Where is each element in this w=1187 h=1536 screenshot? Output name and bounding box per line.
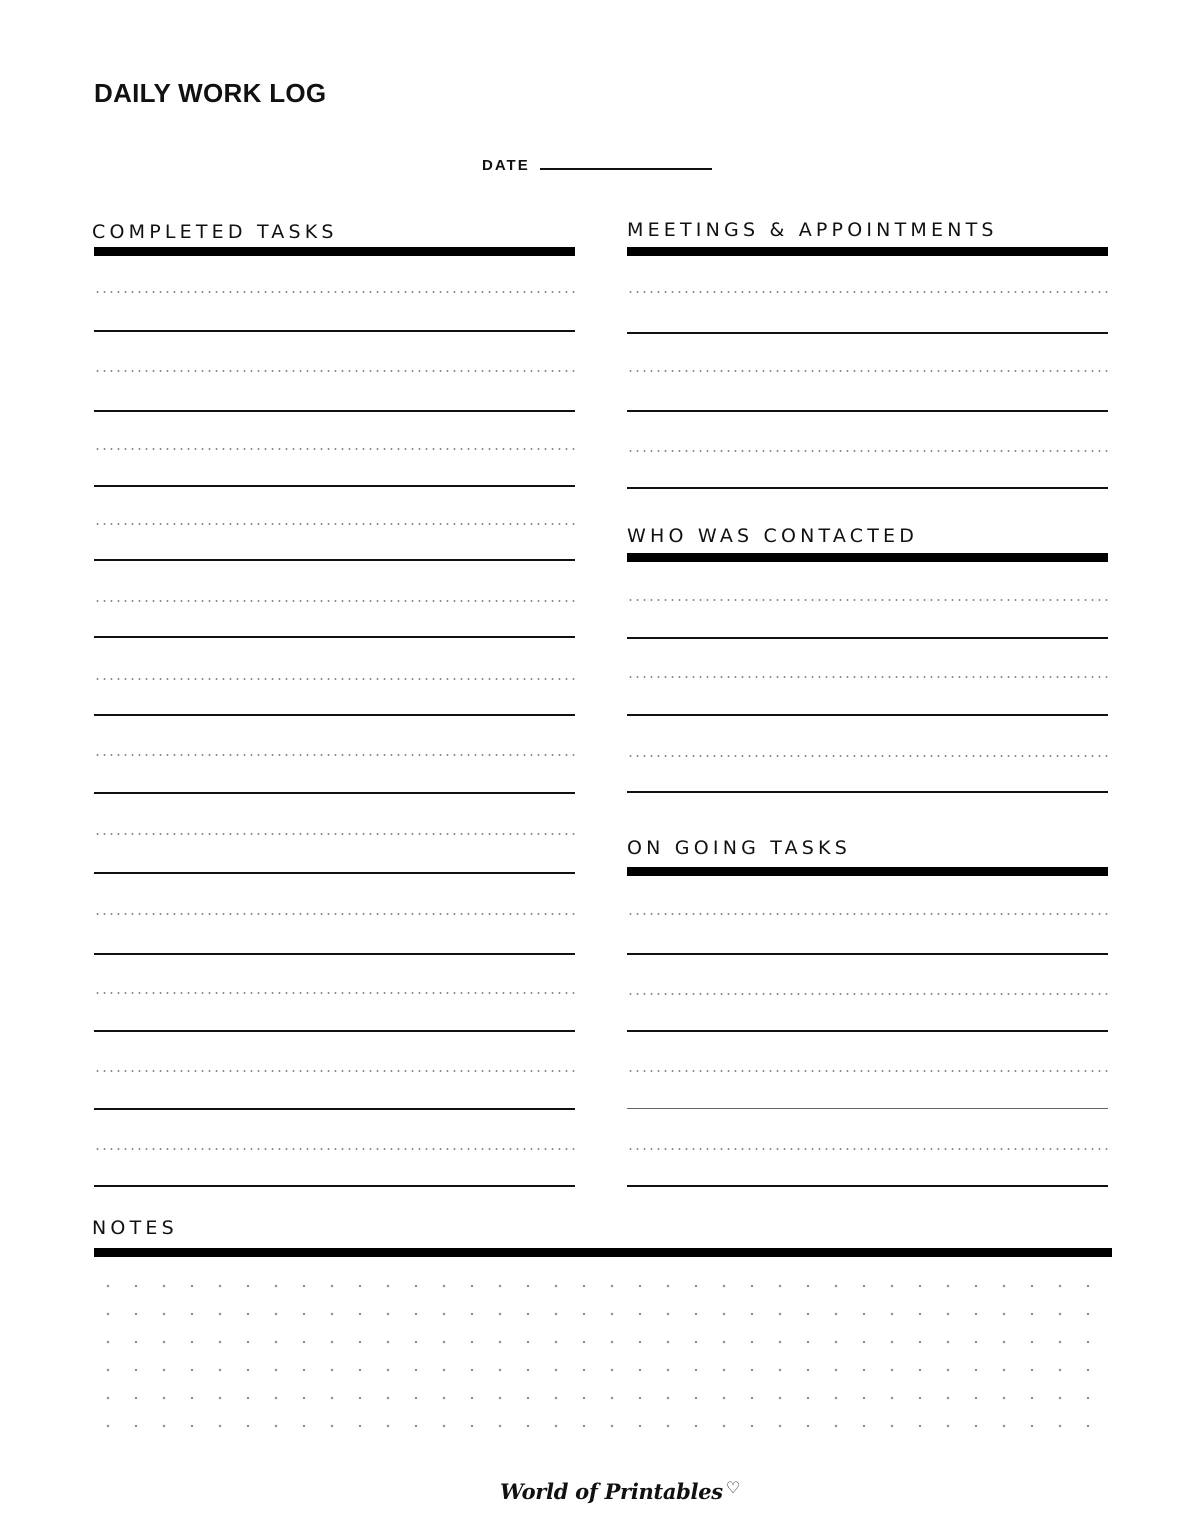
notes-title: NOTES xyxy=(92,1217,178,1239)
solid-writing-line[interactable] xyxy=(627,791,1108,793)
solid-writing-line[interactable] xyxy=(94,872,575,874)
brand-logo xyxy=(500,1478,740,1504)
solid-writing-line[interactable] xyxy=(94,410,575,412)
brand-name: World of Printables xyxy=(500,1479,723,1504)
solid-writing-line[interactable] xyxy=(627,953,1108,955)
dotted-writing-line[interactable] xyxy=(94,600,575,602)
dotted-writing-line[interactable] xyxy=(94,1070,575,1072)
solid-writing-line[interactable] xyxy=(94,330,575,332)
dotted-writing-line[interactable] xyxy=(627,291,1108,293)
dotted-writing-line[interactable] xyxy=(627,599,1108,601)
page-title: DAILY WORK LOG xyxy=(94,78,327,108)
contacted-title: WHO WAS CONTACTED xyxy=(627,525,919,547)
completed-tasks-rule xyxy=(94,247,575,256)
solid-writing-line[interactable] xyxy=(94,1108,575,1110)
dotted-writing-line[interactable] xyxy=(94,370,575,372)
completed-tasks-title: COMPLETED TASKS xyxy=(92,221,338,243)
notes-dot-grid[interactable] xyxy=(94,1272,1112,1452)
solid-writing-line[interactable] xyxy=(627,1030,1108,1032)
solid-writing-line[interactable] xyxy=(94,1185,575,1187)
dotted-writing-line[interactable] xyxy=(94,754,575,756)
meetings-rule xyxy=(627,247,1108,256)
dotted-writing-line[interactable] xyxy=(627,370,1108,372)
dotted-writing-line[interactable] xyxy=(627,1070,1108,1072)
solid-writing-line[interactable] xyxy=(627,1185,1108,1187)
solid-writing-line[interactable] xyxy=(627,410,1108,412)
ongoing-title: ON GOING TASKS xyxy=(627,837,851,859)
solid-writing-line[interactable] xyxy=(94,559,575,561)
dotted-writing-line[interactable] xyxy=(94,1148,575,1150)
solid-writing-line[interactable] xyxy=(627,637,1108,639)
dotted-writing-line[interactable] xyxy=(627,913,1108,915)
dotted-writing-line[interactable] xyxy=(94,291,575,293)
notes-rule xyxy=(94,1248,1112,1257)
solid-writing-line[interactable] xyxy=(627,487,1108,489)
dotted-writing-line[interactable] xyxy=(94,833,575,835)
ongoing-rule xyxy=(627,867,1108,876)
solid-writing-line[interactable] xyxy=(627,1108,1108,1109)
dotted-writing-line[interactable] xyxy=(94,523,575,525)
contacted-rule xyxy=(627,553,1108,562)
dotted-writing-line[interactable] xyxy=(627,676,1108,678)
solid-writing-line[interactable] xyxy=(94,485,575,487)
meetings-title: MEETINGS & APPOINTMENTS xyxy=(627,219,998,241)
dotted-writing-line[interactable] xyxy=(627,1148,1108,1150)
solid-writing-line[interactable] xyxy=(94,1030,575,1032)
dotted-writing-line[interactable] xyxy=(627,755,1108,757)
solid-writing-line[interactable] xyxy=(94,636,575,638)
solid-writing-line[interactable] xyxy=(94,953,575,955)
solid-writing-line[interactable] xyxy=(94,714,575,716)
date-field-line[interactable] xyxy=(540,168,712,170)
dotted-writing-line[interactable] xyxy=(94,678,575,680)
solid-writing-line[interactable] xyxy=(627,332,1108,334)
heart-icon: ♡ xyxy=(725,1478,740,1497)
dotted-writing-line[interactable] xyxy=(627,450,1108,452)
date-label: DATE xyxy=(482,157,530,174)
dotted-writing-line[interactable] xyxy=(627,993,1108,995)
dotted-writing-line[interactable] xyxy=(94,992,575,994)
dotted-writing-line[interactable] xyxy=(94,913,575,915)
dotted-writing-line[interactable] xyxy=(94,448,575,450)
solid-writing-line[interactable] xyxy=(94,792,575,794)
solid-writing-line[interactable] xyxy=(627,714,1108,716)
